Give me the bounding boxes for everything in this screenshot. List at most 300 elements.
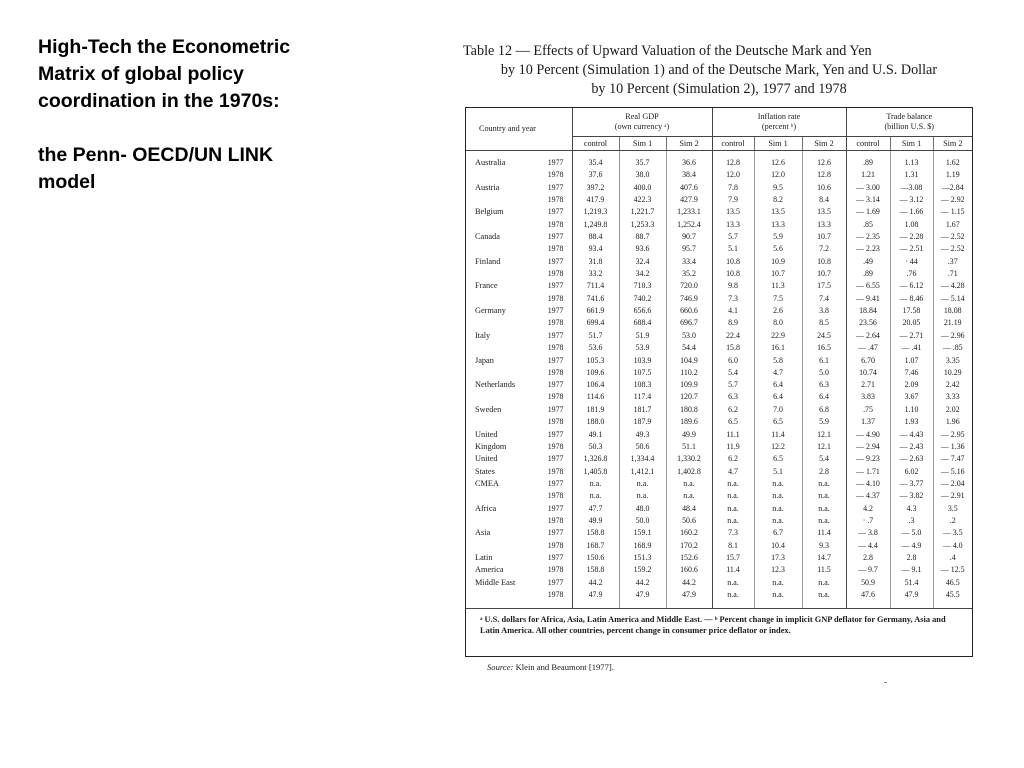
value-cell: 151.3: [619, 551, 666, 563]
value-cell: 1.67: [945, 219, 960, 229]
value-cell: — 2.04: [940, 478, 965, 488]
value-cell: 106.4: [572, 378, 619, 390]
value-cell: 2.6: [754, 304, 802, 316]
value-cell: 5.8: [754, 353, 802, 365]
value-cell: 1,219.3: [572, 205, 619, 217]
value-cell: 8.5: [802, 316, 846, 328]
value-cell: 36.6: [666, 151, 712, 169]
value-cell: 38.0: [619, 168, 666, 180]
value-cell: 3.67: [890, 390, 933, 402]
value-cell: 46.5: [945, 577, 960, 587]
value-cell: 3.35: [945, 355, 960, 365]
country-cell: [466, 193, 534, 205]
value-cell: 7.3: [712, 526, 754, 538]
country-cell: [466, 390, 534, 402]
value-cell: — 8.46: [890, 292, 933, 304]
value-cell: n.a.: [754, 502, 802, 514]
value-cell: — .41: [890, 341, 933, 353]
year-cell: 1977: [534, 205, 572, 217]
value-cell: 11.9: [712, 440, 754, 452]
value-cell: 17.5: [802, 279, 846, 291]
value-cell: 8.0: [754, 316, 802, 328]
country-cell: [466, 514, 534, 526]
value-cell: 1,412.1: [619, 465, 666, 477]
country-cell: Kingdom: [475, 441, 507, 451]
country-cell: [466, 366, 534, 378]
value-cell: 117.4: [619, 390, 666, 402]
value-cell: 48.0: [619, 502, 666, 514]
subheader: Sim 1: [619, 137, 666, 151]
value-cell: — 3.14: [846, 193, 890, 205]
table-row: [466, 477, 972, 489]
value-cell: 160.2: [666, 526, 712, 538]
value-cell: 93.4: [572, 242, 619, 254]
value-cell: 12.8: [802, 168, 846, 180]
year-cell: 1977: [534, 279, 572, 291]
value-cell: n.a.: [666, 477, 712, 489]
year-cell: 1977: [534, 427, 572, 439]
value-cell: 2.42: [945, 380, 960, 390]
value-cell: 1.37: [846, 415, 890, 427]
value-cell: n.a.: [754, 576, 802, 588]
value-cell: 12.2: [754, 440, 802, 452]
value-cell: 10.7: [802, 230, 846, 242]
value-cell: — 5.0: [890, 526, 933, 538]
value-cell: 6.5: [754, 415, 802, 427]
year-cell: 1978: [534, 588, 572, 600]
value-cell: 7.5: [754, 292, 802, 304]
value-cell: 656.6: [619, 304, 666, 316]
value-cell: 5.4: [802, 452, 846, 464]
value-cell: .89: [846, 267, 890, 279]
country-cell: Netherlands: [475, 380, 516, 390]
value-cell: 50.6: [666, 514, 712, 526]
value-cell: 54.4: [666, 341, 712, 353]
value-cell: 4.3: [890, 502, 933, 514]
value-cell: 1,405.8: [572, 465, 619, 477]
value-cell: 7.3: [712, 292, 754, 304]
value-cell: 688.4: [619, 316, 666, 328]
table-row: [466, 514, 972, 526]
value-cell: 93.6: [619, 242, 666, 254]
table-source: [487, 662, 614, 672]
year-cell: 1977: [534, 230, 572, 242]
value-cell: n.a.: [754, 477, 802, 489]
value-cell: 47.9: [890, 588, 933, 600]
value-cell: 11.1: [712, 427, 754, 439]
value-cell: — 2.64: [846, 329, 890, 341]
country-cell: Latin: [475, 553, 493, 562]
year-cell: 1978: [534, 390, 572, 402]
value-cell: 422.3: [619, 193, 666, 205]
value-cell: 2.8: [846, 551, 890, 563]
simulation-table: [466, 108, 972, 608]
title-line-5: model: [38, 171, 96, 193]
value-cell: 12.1: [802, 440, 846, 452]
value-cell: 8.9: [712, 316, 754, 328]
value-cell: 6.8: [802, 403, 846, 415]
value-cell: 1,249.8: [572, 218, 619, 230]
value-cell: 3.33: [945, 392, 960, 402]
country-cell: [466, 489, 534, 501]
country-cell: CMEA: [475, 478, 499, 488]
value-cell: — 9.23: [846, 452, 890, 464]
value-cell: 1.10: [890, 403, 933, 415]
table-row: [466, 539, 972, 551]
header-trade-balance: Trade balance (billion U.S. $): [846, 108, 972, 137]
value-cell: — 4.43: [890, 427, 933, 439]
value-cell: — 3.82: [890, 489, 933, 501]
value-cell: 746.9: [666, 292, 712, 304]
value-cell: 6.02: [890, 465, 933, 477]
subheader: Sim 2: [666, 137, 712, 151]
value-cell: 1,330.2: [666, 452, 712, 464]
value-cell: — 2.94: [846, 440, 890, 452]
value-cell: 51.1: [666, 440, 712, 452]
value-cell: 20.05: [890, 316, 933, 328]
value-cell: 10.7: [754, 267, 802, 279]
value-cell: — 1.15: [940, 207, 965, 217]
value-cell: 31.8: [572, 255, 619, 267]
value-cell: 48.4: [666, 502, 712, 514]
value-cell: · 44: [890, 255, 933, 267]
value-cell: 1.08: [890, 218, 933, 230]
table-row: [466, 193, 972, 205]
year-cell: 1978: [534, 316, 572, 328]
table-row: [466, 588, 972, 600]
value-cell: n.a.: [712, 489, 754, 501]
value-cell: 168.7: [572, 539, 619, 551]
value-cell: 10.74: [846, 366, 890, 378]
year-cell: 1978: [534, 366, 572, 378]
table-row: [466, 267, 972, 279]
value-cell: 4.7: [712, 465, 754, 477]
value-cell: n.a.: [754, 588, 802, 600]
value-cell: — 4.10: [846, 477, 890, 489]
value-cell: 2.09: [890, 378, 933, 390]
value-cell: — 2.52: [940, 244, 965, 254]
value-cell: 51.7: [572, 329, 619, 341]
value-cell: 9.5: [754, 181, 802, 193]
value-cell: 47.6: [846, 588, 890, 600]
country-cell: [466, 316, 534, 328]
table-row: [466, 341, 972, 353]
value-cell: — 3.00: [846, 181, 890, 193]
value-cell: 741.6: [572, 292, 619, 304]
value-cell: 6.4: [802, 390, 846, 402]
table-row: [466, 403, 972, 415]
value-cell: n.a.: [754, 514, 802, 526]
value-cell: 8.2: [754, 193, 802, 205]
value-cell: 12.0: [754, 168, 802, 180]
value-cell: 6.7: [754, 526, 802, 538]
value-cell: — 3.12: [890, 193, 933, 205]
value-cell: 32.4: [619, 255, 666, 267]
year-cell: 1978: [534, 341, 572, 353]
year-cell: 1977: [534, 403, 572, 415]
value-cell: 6.2: [712, 452, 754, 464]
value-cell: n.a.: [802, 576, 846, 588]
value-cell: 3.5: [947, 503, 958, 513]
value-cell: .3: [890, 514, 933, 526]
value-cell: 37.6: [572, 168, 619, 180]
country-cell: Africa: [475, 503, 497, 513]
value-cell: 18.08: [943, 306, 962, 316]
header-country-year: Country and year: [466, 108, 572, 151]
value-cell: n.a.: [572, 477, 619, 489]
value-cell: — 2.51: [890, 242, 933, 254]
year-cell: 1977: [534, 526, 572, 538]
value-cell: 7.9: [712, 193, 754, 205]
value-cell: 7.46: [890, 366, 933, 378]
value-cell: — 4.9: [890, 539, 933, 551]
year-cell: 1978: [534, 563, 572, 575]
value-cell: 5.7: [712, 230, 754, 242]
table-row: [466, 242, 972, 254]
value-cell: 181.7: [619, 403, 666, 415]
year-cell: 1978: [534, 242, 572, 254]
value-cell: .76: [890, 267, 933, 279]
value-cell: 7.8: [712, 181, 754, 193]
value-cell: 50.3: [572, 440, 619, 452]
year-cell: 1977: [534, 255, 572, 267]
value-cell: — 5.14: [940, 293, 965, 303]
value-cell: 6.4: [754, 378, 802, 390]
value-cell: 13.3: [802, 218, 846, 230]
value-cell: —2.84: [941, 182, 964, 192]
table-row: [466, 292, 972, 304]
value-cell: 50.0: [619, 514, 666, 526]
subheader: Sim 2: [933, 137, 972, 151]
value-cell: 5.4: [712, 366, 754, 378]
value-cell: 13.5: [712, 205, 754, 217]
value-cell: 88.4: [572, 230, 619, 242]
value-cell: 51.4: [890, 576, 933, 588]
value-cell: 12.0: [712, 168, 754, 180]
value-cell: — 6.55: [846, 279, 890, 291]
value-cell: 6.5: [712, 415, 754, 427]
year-cell: 1978: [534, 440, 572, 452]
value-cell: 152.6: [666, 551, 712, 563]
source-text: Klein and Beaumont [1977].: [515, 662, 614, 672]
subheader: Sim 2: [802, 137, 846, 151]
value-cell: n.a.: [666, 489, 712, 501]
value-cell: 720.0: [666, 279, 712, 291]
value-cell: 17.3: [754, 551, 802, 563]
value-cell: 1.62: [945, 158, 960, 167]
value-cell: 696.7: [666, 316, 712, 328]
value-cell: — 3.77: [890, 477, 933, 489]
value-cell: n.a.: [712, 514, 754, 526]
value-cell: 6.0: [712, 353, 754, 365]
value-cell: n.a.: [802, 489, 846, 501]
value-cell: — 5.16: [940, 466, 965, 476]
value-cell: n.a.: [619, 489, 666, 501]
value-cell: 49.3: [619, 427, 666, 439]
header-real-gdp: Real GDP (own currency ᵃ): [572, 108, 712, 137]
value-cell: 3.8: [802, 304, 846, 316]
year-cell: 1977: [534, 329, 572, 341]
value-cell: 10.6: [802, 181, 846, 193]
value-cell: 49.9: [666, 427, 712, 439]
table-row: [466, 168, 972, 180]
value-cell: — .85: [942, 343, 963, 353]
value-cell: 10.8: [712, 255, 754, 267]
value-cell: 10.7: [802, 267, 846, 279]
value-cell: n.a.: [712, 576, 754, 588]
table-row: [466, 452, 972, 464]
value-cell: 47.7: [572, 502, 619, 514]
country-cell: [466, 415, 534, 427]
value-cell: — 9.41: [846, 292, 890, 304]
slide-title: [38, 34, 338, 196]
value-cell: 24.5: [802, 329, 846, 341]
value-cell: 13.5: [754, 205, 802, 217]
value-cell: 1.93: [890, 415, 933, 427]
country-cell: [466, 292, 534, 304]
value-cell: .2: [949, 515, 956, 525]
year-cell: 1977: [534, 151, 572, 169]
table-row: [466, 551, 972, 563]
table-row: [466, 502, 972, 514]
value-cell: — 4.0: [942, 540, 963, 550]
table-row: [466, 255, 972, 267]
value-cell: 710.3: [619, 279, 666, 291]
year-cell: 1978: [534, 292, 572, 304]
country-cell: Sweden: [475, 404, 502, 414]
subheader: control: [572, 137, 619, 151]
value-cell: — 2.43: [890, 440, 933, 452]
subheader: Sim 1: [890, 137, 933, 151]
value-cell: — 1.69: [846, 205, 890, 217]
value-cell: 35.4: [572, 151, 619, 169]
value-cell: — 2.35: [846, 230, 890, 242]
value-cell: 12.6: [802, 151, 846, 169]
country-cell: Japan: [475, 355, 494, 365]
value-cell: 44.2: [619, 576, 666, 588]
value-cell: 661.9: [572, 304, 619, 316]
value-cell: 110.2: [666, 366, 712, 378]
value-cell: 109.9: [666, 378, 712, 390]
value-cell: 159.2: [619, 563, 666, 575]
value-cell: — 2.28: [890, 230, 933, 242]
year-cell: 1977: [534, 502, 572, 514]
value-cell: 400.0: [619, 181, 666, 193]
year-cell: 1977: [534, 181, 572, 193]
year-cell: 1977: [534, 576, 572, 588]
value-cell: — 2.92: [940, 194, 965, 204]
year-cell: 1978: [534, 539, 572, 551]
value-cell: 34.2: [619, 267, 666, 279]
value-cell: — 9.7: [846, 563, 890, 575]
country-cell: [466, 267, 534, 279]
value-cell: 150.6: [572, 551, 619, 563]
table-row: [466, 181, 972, 193]
table-row: [466, 526, 972, 538]
value-cell: n.a.: [712, 477, 754, 489]
value-cell: n.a.: [802, 588, 846, 600]
table-row: [466, 329, 972, 341]
value-cell: 5.9: [802, 415, 846, 427]
value-cell: — 2.52: [940, 232, 965, 242]
value-cell: 5.1: [712, 242, 754, 254]
value-cell: 158.8: [572, 526, 619, 538]
value-cell: .49: [846, 255, 890, 267]
value-cell: 158.8: [572, 563, 619, 575]
value-cell: 33.4: [666, 255, 712, 267]
table-row: [466, 230, 972, 242]
value-cell: 90.7: [666, 230, 712, 242]
value-cell: 88.7: [619, 230, 666, 242]
value-cell: 49.9: [572, 514, 619, 526]
value-cell: n.a.: [712, 502, 754, 514]
value-cell: 5.9: [754, 230, 802, 242]
country-cell: [466, 242, 534, 254]
country-cell: Germany: [475, 306, 506, 316]
value-cell: 1.13: [890, 151, 933, 169]
value-cell: .4: [949, 553, 956, 562]
value-cell: 45.5: [945, 589, 960, 599]
value-cell: — 4.90: [846, 427, 890, 439]
value-cell: .37: [947, 256, 958, 266]
value-cell: 49.1: [572, 427, 619, 439]
value-cell: 1,253.3: [619, 218, 666, 230]
value-cell: 11.4: [712, 563, 754, 575]
value-cell: — 4.4: [846, 539, 890, 551]
year-cell: 1978: [534, 193, 572, 205]
table-row: [466, 366, 972, 378]
value-cell: 38.4: [666, 168, 712, 180]
value-cell: 1.21: [846, 168, 890, 180]
value-cell: 6.3: [712, 390, 754, 402]
value-cell: 15.8: [712, 341, 754, 353]
value-cell: — 2.95: [940, 429, 965, 439]
value-cell: 13.3: [754, 218, 802, 230]
table-row: [466, 576, 972, 588]
value-cell: · .7: [846, 514, 890, 526]
table-row: [466, 489, 972, 501]
value-cell: .71: [947, 269, 958, 279]
value-cell: 108.3: [619, 378, 666, 390]
value-cell: 168.9: [619, 539, 666, 551]
table-row: [466, 415, 972, 427]
value-cell: 407.6: [666, 181, 712, 193]
country-cell: United: [475, 429, 498, 439]
value-cell: 159.1: [619, 526, 666, 538]
table-row: [466, 465, 972, 477]
value-cell: 1.96: [945, 417, 960, 427]
country-cell: Canada: [475, 232, 500, 242]
country-cell: Middle East: [475, 577, 516, 587]
value-cell: — 2.23: [846, 242, 890, 254]
value-cell: .85: [846, 218, 890, 230]
value-cell: 10.4: [754, 539, 802, 551]
value-cell: 8.4: [802, 193, 846, 205]
country-cell: United: [475, 454, 498, 464]
table-row: [466, 440, 972, 452]
year-cell: 1977: [534, 378, 572, 390]
value-cell: 5.6: [754, 242, 802, 254]
value-cell: — 4.28: [940, 281, 965, 291]
header-inflation: Inflation rate (percent ᵇ): [712, 108, 846, 137]
value-cell: 1,252.4: [666, 218, 712, 230]
value-cell: 6.3: [802, 378, 846, 390]
value-cell: 6.70: [846, 353, 890, 365]
data-table-frame: [465, 107, 973, 657]
caption-line-3: by 10 Percent (Simulation 2), 1977 and 1978: [591, 81, 847, 97]
country-cell: States: [475, 466, 495, 476]
value-cell: 109.6: [572, 366, 619, 378]
